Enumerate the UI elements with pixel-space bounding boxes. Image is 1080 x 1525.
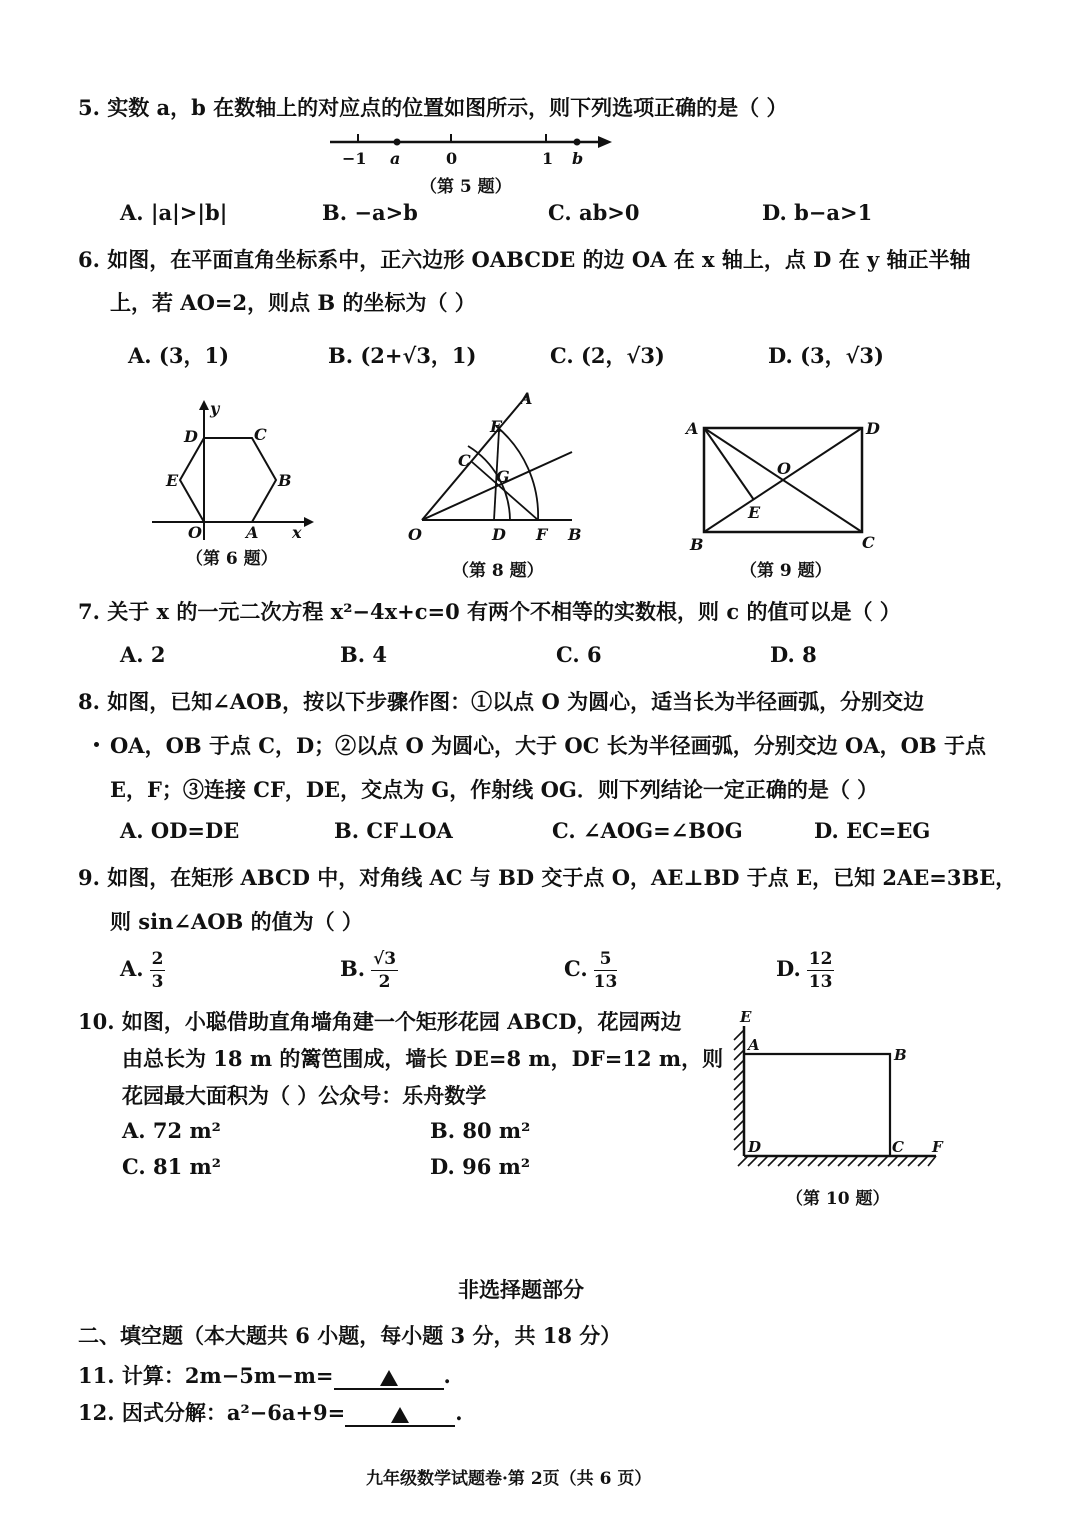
fig6-label-a: A xyxy=(246,523,259,542)
q10-option-a[interactable]: A. 72 m² xyxy=(122,1118,221,1143)
fig8-label-e: E xyxy=(490,417,503,436)
q6-option-b[interactable]: B. (2+√3，1) xyxy=(328,343,477,368)
q9-option-b[interactable]: B. $\frac{√3}{2}$ xyxy=(340,949,397,992)
q8-option-d[interactable]: D. EC=EG xyxy=(814,818,931,843)
q12-blank[interactable] xyxy=(345,1400,455,1427)
fig10-label-d: D xyxy=(748,1138,762,1156)
q10-line2: 由总长为 18 m 的篱笆围成，墙长 DE=8 m，DF=12 m，则 xyxy=(122,1046,724,1071)
fig6-label-x: x xyxy=(292,523,302,542)
q8-line1: 8. 如图，已知∠AOB，按以下步骤作图：①以点 O 为圆心，适当长为半径画弧，分别交边 xyxy=(78,689,925,714)
q8-line3: E，F；③连接 CF，DE，交点为 G，作射线 OG．则下列结论一定正确的是（ ） xyxy=(110,777,879,802)
q10-caption: （第 10 题） xyxy=(786,1189,890,1209)
q8-construction-figure xyxy=(400,386,595,548)
q12-prefix: 12. 因式分解：a²−6a+9= xyxy=(78,1400,346,1425)
q6-option-d[interactable]: D. (3，√3) xyxy=(768,343,884,368)
tick-minus-one: −1 xyxy=(342,149,367,168)
fig8-label-f: F xyxy=(536,525,548,544)
q10-option-c[interactable]: C. 81 m² xyxy=(122,1154,221,1179)
q9-line1: 9. 如图，在矩形 ABCD 中，对角线 AC 与 BD 交于点 O，AE⊥BD 于点 E，已知 2AE=3BE， xyxy=(78,865,1017,890)
fig10-label-c: C xyxy=(892,1138,904,1156)
tick-one: 1 xyxy=(542,149,554,168)
q10-line1: 10. 如图，小聪借助直角墙角建一个矩形花园 ABCD，花园两边 xyxy=(78,1009,682,1034)
q5-option-d[interactable]: D. b−a>1 xyxy=(762,200,873,225)
part2-heading: 二、填空题（本大题共 6 小题，每小题 3 分，共 18 分） xyxy=(78,1323,622,1348)
q5-option-a[interactable]: A. |a|>|b| xyxy=(120,200,228,225)
fig6-label-c: C xyxy=(254,425,267,444)
q8-caption: （第 8 题） xyxy=(452,561,544,581)
q9-option-d[interactable]: D. $\frac{12}{13}$ xyxy=(776,949,833,992)
fig6-label-b: B xyxy=(278,471,292,490)
fig8-label-b: B xyxy=(568,525,582,544)
q8-option-b[interactable]: B. CF⊥OA xyxy=(334,818,453,843)
q6-hexagon-figure xyxy=(148,396,318,546)
q5-option-c[interactable]: C. ab>0 xyxy=(548,200,640,225)
tick-b: b xyxy=(572,149,584,168)
q10-option-d[interactable]: D. 96 m² xyxy=(430,1154,531,1179)
fig8-label-d: D xyxy=(492,525,506,544)
q7-option-a[interactable]: A. 2 xyxy=(120,642,166,667)
q9-option-a[interactable]: A. $\frac{2}{3}$ xyxy=(120,949,164,992)
q11-blank[interactable] xyxy=(334,1363,444,1390)
q6-stem-line1: 6. 如图，在平面直角坐标系中，正六边形 OABCDE 的边 OA 在 x 轴上，点 D 在 y 轴正半轴 xyxy=(78,247,971,272)
q7-option-d[interactable]: D. 8 xyxy=(770,642,817,667)
stray-dot xyxy=(94,742,99,747)
fig9-label-o: O xyxy=(777,459,791,478)
fig10-label-e: E xyxy=(740,1008,752,1026)
q10-garden-figure xyxy=(728,1004,950,1176)
q8-line2: OA，OB 于点 C，D；②以点 O 为圆心，大于 OC 长为半径画弧，分别交边 OA，OB 于点 xyxy=(110,733,986,758)
q5-caption: （第 5 题） xyxy=(420,177,512,197)
q9-caption: （第 9 题） xyxy=(740,561,832,581)
fig8-label-a: A xyxy=(520,389,533,408)
q7-option-b[interactable]: B. 4 xyxy=(340,642,387,667)
fig6-label-e: E xyxy=(166,471,179,490)
q9-rectangle-figure xyxy=(680,410,890,560)
page-footer: 九年级数学试题卷·第 2页（共 6 页） xyxy=(366,1469,652,1489)
fig8-label-g: G xyxy=(496,467,510,486)
q12-line xyxy=(78,1397,463,1427)
fig6-label-d: D xyxy=(184,427,198,446)
q9-option-c[interactable]: C. $\frac{5}{13}$ xyxy=(564,949,618,992)
q6-option-a[interactable]: A. (3，1) xyxy=(128,343,230,368)
fig9-label-c: C xyxy=(862,533,875,552)
q7-option-c[interactable]: C. 6 xyxy=(556,642,602,667)
q6-stem-line2: 上，若 AO=2，则点 B 的坐标为（ ） xyxy=(110,290,476,315)
tick-a: a xyxy=(390,149,401,168)
fig9-label-b: B xyxy=(690,535,704,554)
fig6-label-o: O xyxy=(188,523,202,542)
fig9-label-d: D xyxy=(866,419,880,438)
q12-suffix: . xyxy=(455,1400,463,1425)
q5-option-b[interactable]: B. −a>b xyxy=(322,200,418,225)
q6-caption: （第 6 题） xyxy=(186,549,278,569)
q10-option-b[interactable]: B. 80 m² xyxy=(430,1118,531,1143)
q11-suffix: . xyxy=(443,1363,451,1388)
fig6-label-y: y xyxy=(210,399,220,418)
q8-option-c[interactable]: C. ∠AOG=∠BOG xyxy=(552,818,743,843)
q10-line3: 花园最大面积为（ ）公众号：乐舟数学 xyxy=(122,1083,487,1108)
triangle-icon xyxy=(380,1370,398,1386)
q11-prefix: 11. 计算：2m−5m−m= xyxy=(78,1363,334,1388)
fig8-label-o: O xyxy=(408,525,422,544)
q5-number-line xyxy=(320,126,620,171)
fig9-label-e: E xyxy=(748,503,761,522)
fig10-label-f: F xyxy=(932,1138,943,1156)
fig10-label-a: A xyxy=(748,1036,760,1054)
fig8-label-c: C xyxy=(458,451,471,470)
section-title: 非选择题部分 xyxy=(458,1277,584,1302)
q5-stem: 5. 实数 a，b 在数轴上的对应点的位置如图所示，则下列选项正确的是（ ） xyxy=(78,95,788,120)
q8-option-a[interactable]: A. OD=DE xyxy=(120,818,240,843)
triangle-icon xyxy=(391,1407,409,1423)
tick-zero: 0 xyxy=(446,149,458,168)
q6-option-c[interactable]: C. (2，√3) xyxy=(550,343,665,368)
fig9-label-a: A xyxy=(686,419,699,438)
q7-stem: 7. 关于 x 的一元二次方程 x²−4x+c=0 有两个不相等的实数根，则 c 的值可以是（ ） xyxy=(78,599,901,624)
q11-line xyxy=(78,1360,451,1390)
q9-line2: 则 sin∠AOB 的值为（ ） xyxy=(110,909,363,934)
fig10-label-b: B xyxy=(894,1046,907,1064)
